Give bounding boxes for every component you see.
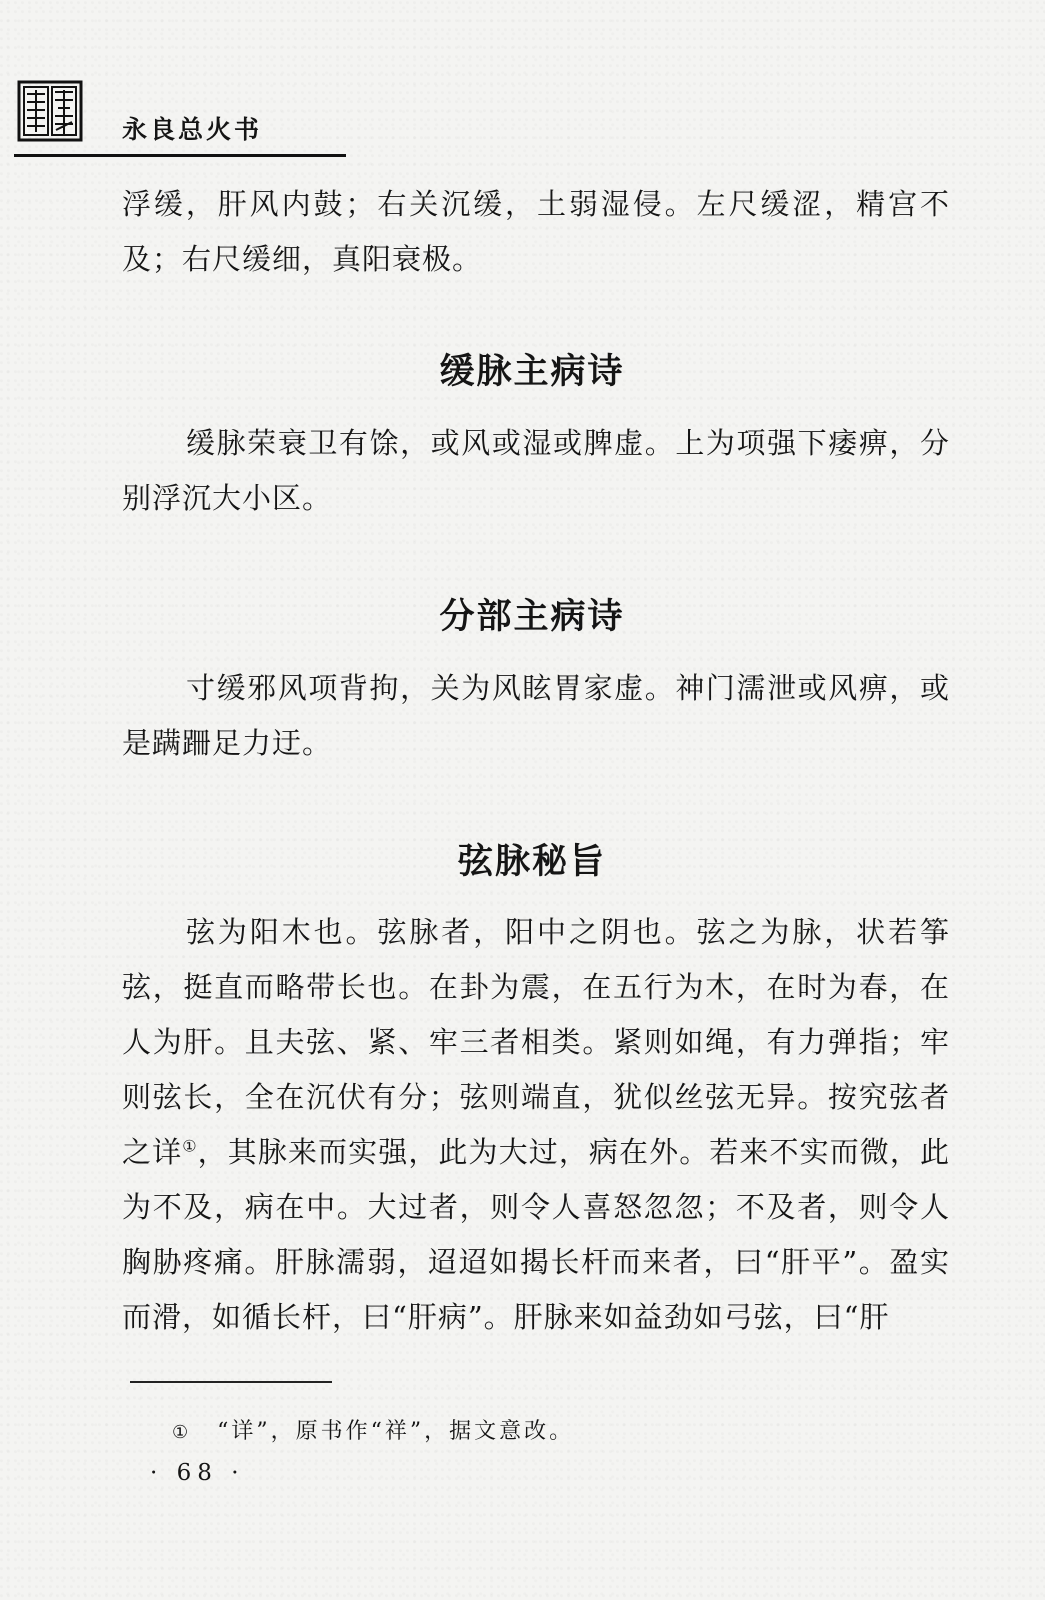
footnote-rule: [130, 1381, 332, 1383]
paragraph-text: 弦为阳木也。弦脉者，阳中之阴也。弦之为脉，状若筝弦，挺直而略带长也。在卦为震，在五行为木，在时为春，在人为肝。且夫弦、紧、牢三者相类。紧则如绳，有力弹指；牢则弦长，全在沉伏有分；弦则端直，犹似丝弦无异。按究弦者之详: [122, 915, 950, 1169]
section-paragraph: 缓脉荣衰卫有馀，或风或湿或脾虚。上为项强下痿痹，分别浮沉大小区。: [122, 426, 950, 515]
footnote-text: “详”，原书作“祥”，据文意改。: [217, 1419, 575, 1444]
seal-logo-icon: [16, 78, 84, 144]
section-heading: 弦脉秘旨: [457, 842, 606, 882]
header-rule: [14, 154, 346, 157]
paragraph-text: ，其脉来而实强，此为大过，病在外。若来不实而微，此为不及，病在中。大过者，则令人喜怒忽忽；不及者，则令人胸胁疼痛。肝脉濡弱，迢迢如揭长杆而来者，曰“肝平”。盈实而滑，如循长杆，曰“肝病”。肝脉来如益劲如弓弦，曰“肝: [122, 1135, 950, 1334]
footnote: [172, 1414, 574, 1445]
footnote-mark: ①: [172, 1422, 192, 1443]
intro-paragraph: 浮缓，肝风内鼓；右关沉缓，土弱湿侵。左尺缓涩，精宫不及；右尺缓细，真阳衰极。: [122, 187, 950, 276]
footnote-reference[interactable]: ①: [182, 1136, 198, 1156]
page-number: · 68 ·: [150, 1460, 245, 1486]
section-paragraph: [122, 905, 950, 1345]
section-heading: 分部主病诗: [439, 597, 625, 637]
section-heading: 缓脉主病诗: [439, 352, 625, 392]
section-paragraph: 寸缓邪风项背拘，关为风眩胃家虚。神门濡泄或风痹，或是蹒跚足力迂。: [122, 671, 950, 760]
running-title: 永良总火书: [122, 115, 263, 144]
